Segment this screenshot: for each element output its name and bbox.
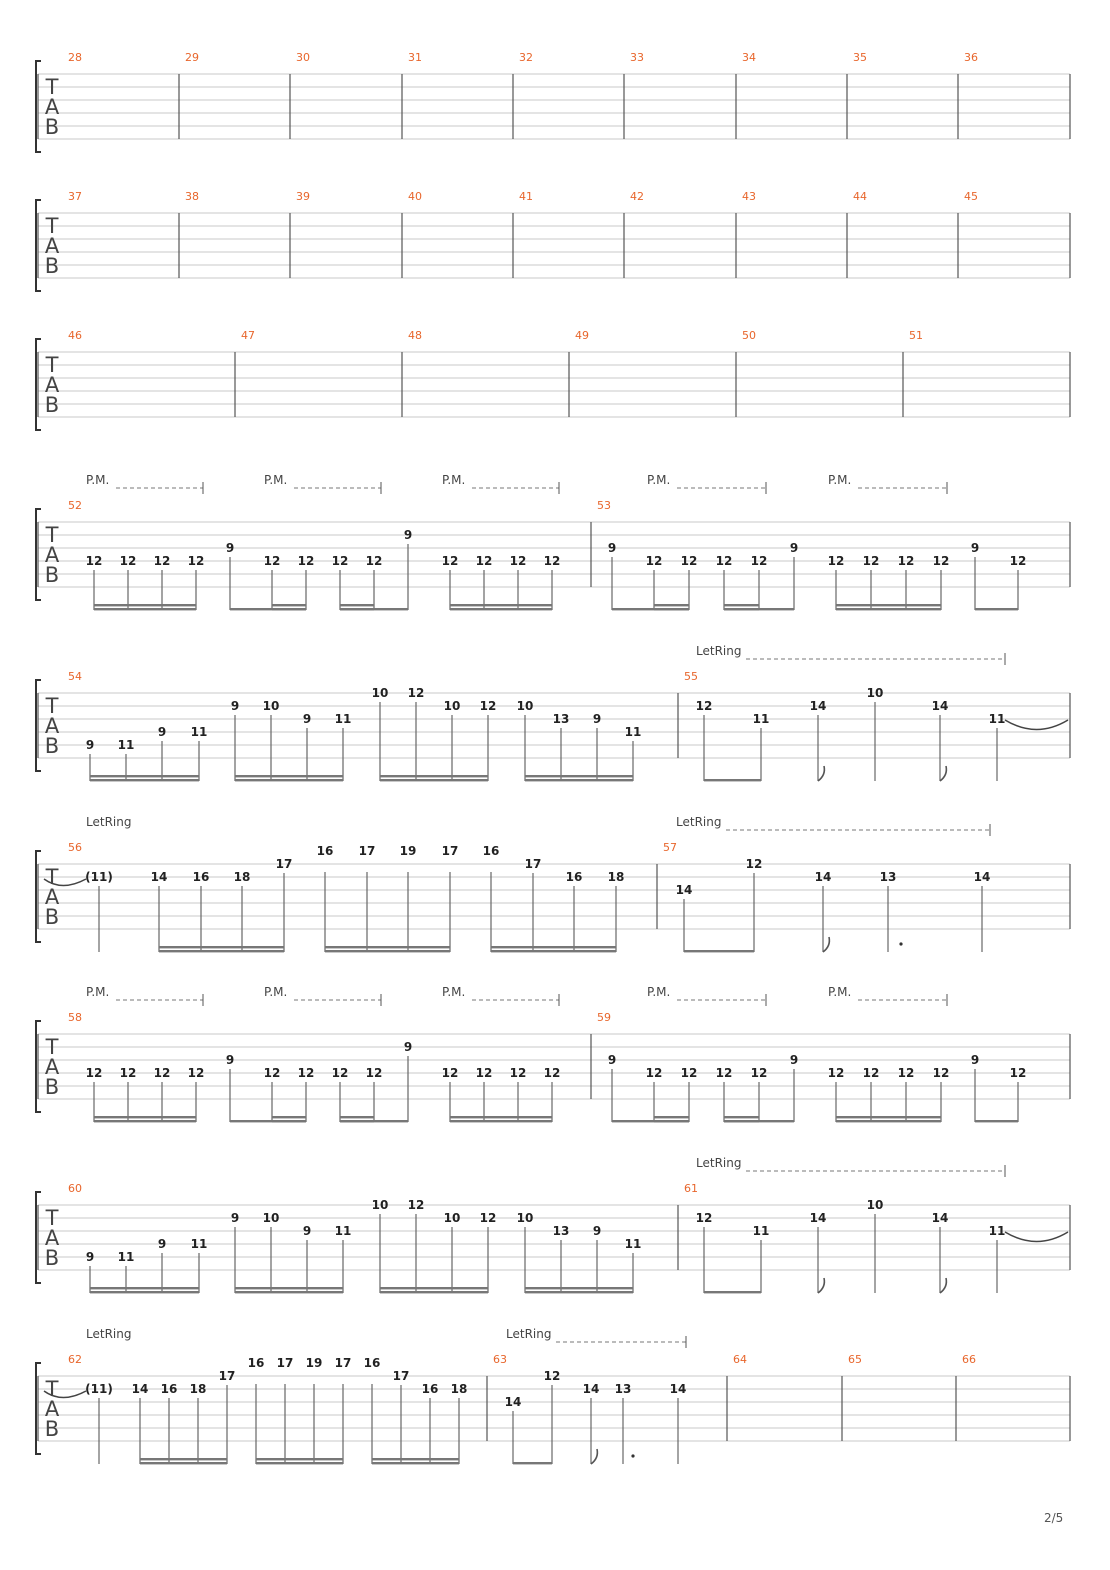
- fret-number: 17: [441, 844, 459, 858]
- note-beam: [724, 604, 759, 606]
- fret-number: 9: [225, 1053, 235, 1067]
- note-beam: [340, 1116, 374, 1118]
- annotation-label: P.M.: [264, 985, 288, 999]
- tab-clef-letter: B: [44, 734, 60, 758]
- note-beam: [340, 608, 374, 610]
- fret-number: 12: [897, 554, 915, 568]
- note-beam: [380, 775, 488, 777]
- annotation-label: P.M.: [828, 985, 852, 999]
- fret-number: 12: [441, 1066, 459, 1080]
- note-flag: [823, 937, 829, 952]
- annotation-label: LetRing: [86, 1327, 132, 1341]
- fret-number: 14: [814, 870, 832, 884]
- tab-clef-letter: T: [45, 353, 59, 377]
- measure-number: 63: [493, 1353, 507, 1366]
- fret-number: 13: [614, 1382, 632, 1396]
- note-beam: [380, 1291, 488, 1293]
- fret-number: 12: [750, 1066, 768, 1080]
- measure-number: 44: [853, 190, 867, 203]
- fret-number: 12: [263, 554, 281, 568]
- note-beam: [684, 950, 754, 952]
- fret-number: 9: [607, 541, 617, 555]
- fret-number: 12: [441, 554, 459, 568]
- fret-number: 12: [85, 554, 103, 568]
- tab-clef-letter: B: [44, 1246, 60, 1270]
- tie-arc: [1005, 720, 1068, 730]
- fret-number: 12: [645, 1066, 663, 1080]
- tab-system: [36, 985, 1070, 1122]
- annotation-label: P.M.: [442, 985, 466, 999]
- fret-number: 19: [399, 844, 417, 858]
- measure-number: 39: [296, 190, 310, 203]
- fret-number: 16: [421, 1382, 439, 1396]
- fret-number: 12: [119, 1066, 137, 1080]
- fret-number: 12: [645, 554, 663, 568]
- note-beam: [450, 1120, 552, 1122]
- fret-number: 13: [552, 712, 570, 726]
- measure-number: 36: [964, 51, 978, 64]
- fret-number: 11: [117, 738, 135, 752]
- fret-number: 9: [157, 1237, 167, 1251]
- note-flag: [940, 1278, 946, 1293]
- measure-number: 66: [962, 1353, 976, 1366]
- fret-number: 11: [988, 1224, 1006, 1238]
- note-beam: [513, 1462, 552, 1464]
- note-beam: [836, 608, 941, 610]
- note-beam: [654, 1120, 689, 1122]
- fret-number: 10: [516, 699, 534, 713]
- note-beam: [836, 604, 941, 606]
- measure-number: 55: [684, 670, 698, 683]
- fret-number: 14: [504, 1395, 522, 1409]
- note-beam: [525, 1291, 633, 1293]
- tab-clef-letter: T: [45, 694, 59, 718]
- fret-number: 9: [970, 1053, 980, 1067]
- measure-number: 62: [68, 1353, 82, 1366]
- fret-number: 11: [190, 725, 208, 739]
- tab-clef-letter: T: [45, 1035, 59, 1059]
- measure-number: 61: [684, 1182, 698, 1195]
- tab-clef-letter: A: [44, 714, 60, 738]
- fret-number: 10: [262, 1211, 280, 1225]
- fret-number: 16: [160, 1382, 178, 1396]
- measure-number: 58: [68, 1011, 82, 1024]
- fret-number: 12: [119, 554, 137, 568]
- note-beam: [94, 1116, 196, 1118]
- tab-system: [36, 473, 1070, 610]
- fret-number: 12: [365, 554, 383, 568]
- fret-number: 12: [297, 1066, 315, 1080]
- note-beam: [256, 1458, 343, 1460]
- tab-system: [36, 51, 1070, 152]
- fret-number: 19: [305, 1356, 323, 1370]
- measure-number: 47: [241, 329, 255, 342]
- note-beam: [525, 1287, 633, 1289]
- tab-clef-letter: A: [44, 1397, 60, 1421]
- fret-number: 17: [358, 844, 376, 858]
- fret-number: 12: [153, 554, 171, 568]
- annotation-label: P.M.: [86, 985, 110, 999]
- tab-clef-letter: B: [44, 1417, 60, 1441]
- tab-clef-letter: T: [45, 865, 59, 889]
- fret-number: 12: [695, 1211, 713, 1225]
- dotted-note: [631, 1454, 634, 1457]
- annotation-label: LetRing: [696, 1156, 742, 1170]
- note-beam: [450, 608, 552, 610]
- annotation-label: LetRing: [86, 815, 132, 829]
- annotation-label: P.M.: [647, 985, 671, 999]
- tab-clef-letter: B: [44, 254, 60, 278]
- fret-number: 9: [302, 1224, 312, 1238]
- fret-number: 12: [153, 1066, 171, 1080]
- note-flag: [591, 1449, 597, 1464]
- fret-number: 9: [789, 541, 799, 555]
- fret-number: 17: [392, 1369, 410, 1383]
- note-beam: [450, 604, 552, 606]
- note-beam: [836, 1116, 941, 1118]
- note-beam: [836, 1120, 941, 1122]
- annotation-label: P.M.: [264, 473, 288, 487]
- fret-number: 10: [443, 1211, 461, 1225]
- fret-number: 11: [624, 725, 642, 739]
- tab-clef-letter: A: [44, 95, 60, 119]
- fret-number: 11: [988, 712, 1006, 726]
- fret-number: 12: [1009, 554, 1027, 568]
- fret-number: 11: [334, 712, 352, 726]
- measure-number: 59: [597, 1011, 611, 1024]
- note-beam: [272, 608, 306, 610]
- annotation-label: P.M.: [828, 473, 852, 487]
- note-beam: [159, 946, 284, 948]
- note-beam: [525, 779, 633, 781]
- fret-number: 9: [85, 1250, 95, 1264]
- fret-number: 9: [592, 712, 602, 726]
- measure-number: 34: [742, 51, 756, 64]
- fret-number: 16: [247, 1356, 265, 1370]
- measure-number: 53: [597, 499, 611, 512]
- note-beam: [372, 1458, 459, 1460]
- measure-number: 42: [630, 190, 644, 203]
- note-beam: [975, 608, 1018, 610]
- note-beam: [491, 946, 616, 948]
- fret-number: (11): [85, 1382, 113, 1396]
- note-beam: [272, 604, 306, 606]
- fret-number: 12: [932, 554, 950, 568]
- fret-number: 17: [275, 857, 293, 871]
- fret-number: 14: [931, 1211, 949, 1225]
- note-beam: [654, 608, 689, 610]
- fret-number: 14: [131, 1382, 149, 1396]
- fret-number: 9: [607, 1053, 617, 1067]
- fret-number: 14: [669, 1382, 687, 1396]
- fret-number: 12: [715, 554, 733, 568]
- note-beam: [654, 1116, 689, 1118]
- measure-number: 43: [742, 190, 756, 203]
- tab-clef-letter: A: [44, 373, 60, 397]
- fret-number: 12: [695, 699, 713, 713]
- fret-number: 12: [475, 1066, 493, 1080]
- fret-number: 9: [403, 528, 413, 542]
- annotation-label: LetRing: [506, 1327, 552, 1341]
- measure-number: 33: [630, 51, 644, 64]
- measure-number: 65: [848, 1353, 862, 1366]
- fret-number: 12: [479, 1211, 497, 1225]
- fret-number: 16: [192, 870, 210, 884]
- measure-number: 29: [185, 51, 199, 64]
- tab-clef-letter: T: [45, 214, 59, 238]
- fret-number: 12: [407, 1198, 425, 1212]
- fret-number: 12: [862, 554, 880, 568]
- dotted-note: [899, 942, 902, 945]
- measure-number: 40: [408, 190, 422, 203]
- fret-number: 12: [187, 554, 205, 568]
- fret-number: 18: [450, 1382, 468, 1396]
- note-beam: [975, 1120, 1018, 1122]
- fret-number: 17: [218, 1369, 236, 1383]
- measure-number: 41: [519, 190, 533, 203]
- measure-number: 64: [733, 1353, 747, 1366]
- note-beam: [256, 1462, 343, 1464]
- fret-number: 12: [509, 554, 527, 568]
- tab-clef-letter: A: [44, 1226, 60, 1250]
- fret-number: 12: [750, 554, 768, 568]
- tab-clef-letter: T: [45, 1206, 59, 1230]
- fret-number: 11: [117, 1250, 135, 1264]
- fret-number: 9: [230, 699, 240, 713]
- fret-number: 9: [225, 541, 235, 555]
- note-beam: [724, 1120, 759, 1122]
- note-beam: [94, 604, 196, 606]
- note-beam: [94, 608, 196, 610]
- note-beam: [704, 1291, 761, 1293]
- fret-number: 9: [403, 1040, 413, 1054]
- fret-number: 18: [607, 870, 625, 884]
- fret-number: 16: [565, 870, 583, 884]
- fret-number: 10: [516, 1211, 534, 1225]
- note-flag: [940, 766, 946, 781]
- note-beam: [380, 779, 488, 781]
- fret-number: 12: [263, 1066, 281, 1080]
- fret-number: 12: [715, 1066, 733, 1080]
- fret-number: 13: [879, 870, 897, 884]
- fret-number: 12: [187, 1066, 205, 1080]
- fret-number: 12: [509, 1066, 527, 1080]
- note-beam: [90, 1287, 199, 1289]
- tab-system: [36, 1156, 1070, 1293]
- fret-number: 17: [334, 1356, 352, 1370]
- fret-number: 11: [624, 1237, 642, 1251]
- annotation-label: P.M.: [442, 473, 466, 487]
- note-beam: [724, 608, 759, 610]
- fret-number: 18: [189, 1382, 207, 1396]
- measure-number: 38: [185, 190, 199, 203]
- measure-number: 30: [296, 51, 310, 64]
- measure-number: 51: [909, 329, 923, 342]
- fret-number: 12: [475, 554, 493, 568]
- note-beam: [159, 950, 284, 952]
- tab-clef-letter: A: [44, 543, 60, 567]
- fret-number: 9: [970, 541, 980, 555]
- tab-clef-letter: B: [44, 563, 60, 587]
- fret-number: 12: [897, 1066, 915, 1080]
- fret-number: 11: [752, 712, 770, 726]
- fret-number: 12: [407, 686, 425, 700]
- tie-arc: [1005, 1232, 1068, 1242]
- fret-number: 16: [363, 1356, 381, 1370]
- tab-clef-letter: A: [44, 885, 60, 909]
- measure-number: 37: [68, 190, 82, 203]
- annotation-label: P.M.: [647, 473, 671, 487]
- tab-system: [36, 644, 1070, 781]
- fret-number: 10: [371, 1198, 389, 1212]
- fret-number: 9: [230, 1211, 240, 1225]
- note-beam: [704, 779, 761, 781]
- fret-number: 11: [190, 1237, 208, 1251]
- page-number: 2/5: [1044, 1511, 1064, 1525]
- measure-number: 46: [68, 329, 82, 342]
- fret-number: 14: [582, 1382, 600, 1396]
- measure-number: 50: [742, 329, 756, 342]
- fret-number: 12: [331, 554, 349, 568]
- note-beam: [724, 1116, 759, 1118]
- note-beam: [140, 1462, 227, 1464]
- tab-system: [36, 190, 1070, 291]
- tab-clef-letter: T: [45, 523, 59, 547]
- note-beam: [450, 1116, 552, 1118]
- fret-number: 12: [479, 699, 497, 713]
- note-beam: [372, 1462, 459, 1464]
- note-beam: [272, 1120, 306, 1122]
- fret-number: 12: [745, 857, 763, 871]
- tab-clef-letter: T: [45, 75, 59, 99]
- tab-clef-letter: A: [44, 1055, 60, 1079]
- note-beam: [94, 1120, 196, 1122]
- fret-number: 9: [592, 1224, 602, 1238]
- note-flag: [818, 766, 824, 781]
- fret-number: 14: [809, 699, 827, 713]
- tab-system: [36, 329, 1070, 430]
- fret-number: 12: [331, 1066, 349, 1080]
- tab-clef-letter: B: [44, 1075, 60, 1099]
- note-beam: [380, 1287, 488, 1289]
- fret-number: 12: [1009, 1066, 1027, 1080]
- fret-number: 12: [543, 1369, 561, 1383]
- fret-number: 16: [482, 844, 500, 858]
- note-beam: [325, 946, 450, 948]
- fret-number: 18: [233, 870, 251, 884]
- fret-number: 16: [316, 844, 334, 858]
- measure-number: 31: [408, 51, 422, 64]
- fret-number: 17: [276, 1356, 294, 1370]
- tab-clef-letter: T: [45, 1377, 59, 1401]
- note-beam: [340, 604, 374, 606]
- note-beam: [654, 604, 689, 606]
- note-beam: [235, 1291, 343, 1293]
- fret-number: 12: [543, 1066, 561, 1080]
- fret-number: 10: [262, 699, 280, 713]
- fret-number: 10: [371, 686, 389, 700]
- fret-number: 12: [827, 554, 845, 568]
- measure-number: 32: [519, 51, 533, 64]
- fret-number: 10: [866, 686, 884, 700]
- fret-number: 14: [809, 1211, 827, 1225]
- fret-number: 10: [866, 1198, 884, 1212]
- tab-system: [36, 815, 1070, 952]
- measure-number: 35: [853, 51, 867, 64]
- fret-number: 12: [365, 1066, 383, 1080]
- note-beam: [525, 775, 633, 777]
- fret-number: 12: [297, 554, 315, 568]
- note-beam: [272, 1116, 306, 1118]
- fret-number: 12: [827, 1066, 845, 1080]
- fret-number: 14: [150, 870, 168, 884]
- note-beam: [235, 779, 343, 781]
- fret-number: 9: [789, 1053, 799, 1067]
- measure-number: 52: [68, 499, 82, 512]
- note-beam: [90, 775, 199, 777]
- fret-number: (11): [85, 870, 113, 884]
- note-beam: [235, 775, 343, 777]
- measure-number: 45: [964, 190, 978, 203]
- measure-number: 56: [68, 841, 82, 854]
- fret-number: 17: [524, 857, 542, 871]
- fret-number: 14: [973, 870, 991, 884]
- fret-number: 11: [752, 1224, 770, 1238]
- fret-number: 12: [680, 554, 698, 568]
- note-beam: [140, 1458, 227, 1460]
- measure-number: 49: [575, 329, 589, 342]
- tab-clef-letter: B: [44, 393, 60, 417]
- note-beam: [491, 950, 616, 952]
- note-flag: [818, 1278, 824, 1293]
- fret-number: 14: [931, 699, 949, 713]
- measure-number: 28: [68, 51, 82, 64]
- annotation-label: P.M.: [86, 473, 110, 487]
- note-beam: [90, 1291, 199, 1293]
- note-beam: [325, 950, 450, 952]
- measure-number: 54: [68, 670, 82, 683]
- fret-number: 12: [543, 554, 561, 568]
- fret-number: 12: [862, 1066, 880, 1080]
- tab-clef-letter: B: [44, 905, 60, 929]
- fret-number: 14: [675, 883, 693, 897]
- measure-number: 60: [68, 1182, 82, 1195]
- fret-number: 13: [552, 1224, 570, 1238]
- fret-number: 12: [85, 1066, 103, 1080]
- note-beam: [90, 779, 199, 781]
- tab-clef-letter: A: [44, 234, 60, 258]
- fret-number: 9: [302, 712, 312, 726]
- fret-number: 9: [157, 725, 167, 739]
- tab-clef-letter: B: [44, 115, 60, 139]
- fret-number: 12: [680, 1066, 698, 1080]
- tab-system: [36, 1327, 1070, 1464]
- measure-number: 57: [663, 841, 677, 854]
- note-beam: [235, 1287, 343, 1289]
- annotation-label: LetRing: [696, 644, 742, 658]
- fret-number: 10: [443, 699, 461, 713]
- fret-number: 9: [85, 738, 95, 752]
- fret-number: 11: [334, 1224, 352, 1238]
- measure-number: 48: [408, 329, 422, 342]
- fret-number: 12: [932, 1066, 950, 1080]
- note-beam: [340, 1120, 374, 1122]
- annotation-label: LetRing: [676, 815, 722, 829]
